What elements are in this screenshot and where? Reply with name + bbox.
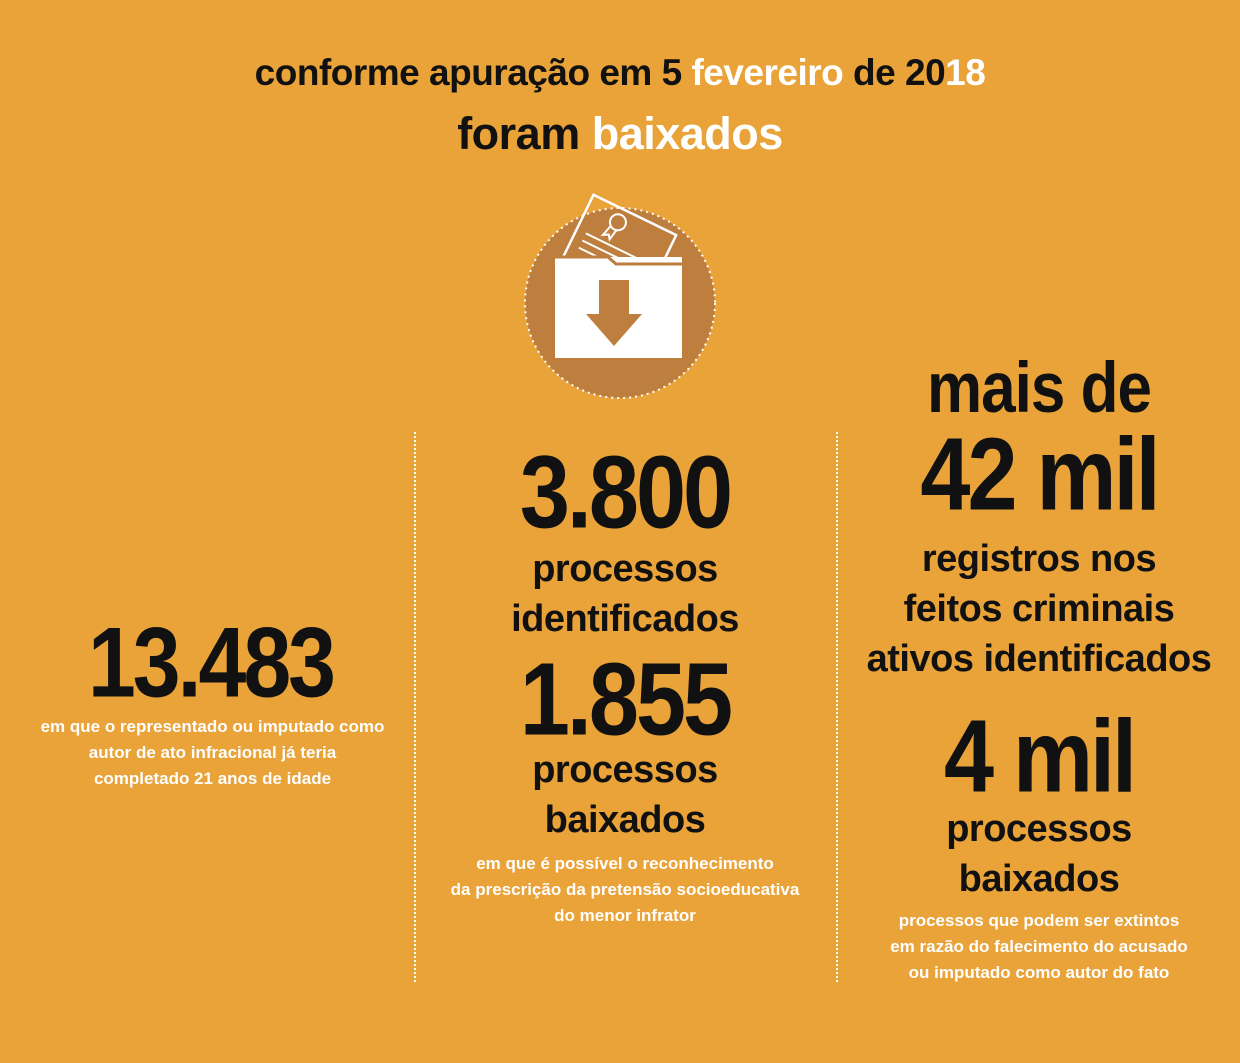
stat-1855 [415, 642, 835, 929]
label-line: feitos criminais [903, 588, 1175, 630]
header-text-year-end: 18 [945, 52, 986, 93]
stat-number: 4 mil [943, 699, 1135, 815]
stat-description [838, 908, 1240, 986]
header-text-b: de 20 [843, 52, 946, 93]
header-text-a: conforme apuração em 5 [254, 52, 692, 93]
stat-3800 [415, 435, 835, 644]
description-line: em que o representado ou imputado como [40, 717, 385, 736]
label-line: registros nos [921, 538, 1157, 580]
stat-number: 42 mil [920, 417, 1158, 533]
header-text-foram: foram [457, 108, 592, 159]
stat-number: 1.855 [519, 642, 731, 758]
label-line: baixados [544, 799, 706, 841]
header-text-baixados: baixados [591, 108, 783, 159]
label-line: ativos identificados [866, 638, 1212, 680]
stat-number: 13.483 [87, 607, 334, 719]
label-line: processos [532, 548, 718, 590]
description-line: autor de ato infracional já teria [88, 743, 337, 762]
stat-description [415, 851, 835, 929]
description-line: em que é possível o reconhecimento [476, 854, 774, 873]
description-line: em razão do falecimento do acusado [890, 937, 1188, 956]
label-line: identificados [511, 598, 739, 640]
description-line: do menor infrator [554, 906, 696, 925]
stat-number: 3.800 [519, 435, 731, 551]
stat-label [415, 745, 835, 845]
header-line-1 [0, 52, 1240, 94]
stat-label [838, 804, 1240, 904]
label-line: baixados [958, 858, 1120, 900]
description-line: processos que podem ser extintos [898, 911, 1180, 930]
stat-label [838, 534, 1240, 684]
stat-description [0, 714, 425, 792]
description-line: ou imputado como autor do fato [908, 963, 1170, 982]
stat-prefix: mais de [927, 348, 1151, 429]
description-line: da prescrição da pretensão socioeducativa [450, 880, 800, 899]
label-line: processos [532, 749, 718, 791]
stat-42-mil [838, 348, 1240, 684]
header-text-month: fevereiro [691, 52, 844, 93]
label-line: processos [946, 808, 1132, 850]
stat-13483 [0, 607, 425, 792]
stat-label [415, 544, 835, 644]
download-document-icon [520, 190, 720, 400]
header-line-2 [0, 108, 1240, 160]
stat-4-mil [838, 699, 1240, 986]
description-line: completado 21 anos de idade [93, 769, 332, 788]
